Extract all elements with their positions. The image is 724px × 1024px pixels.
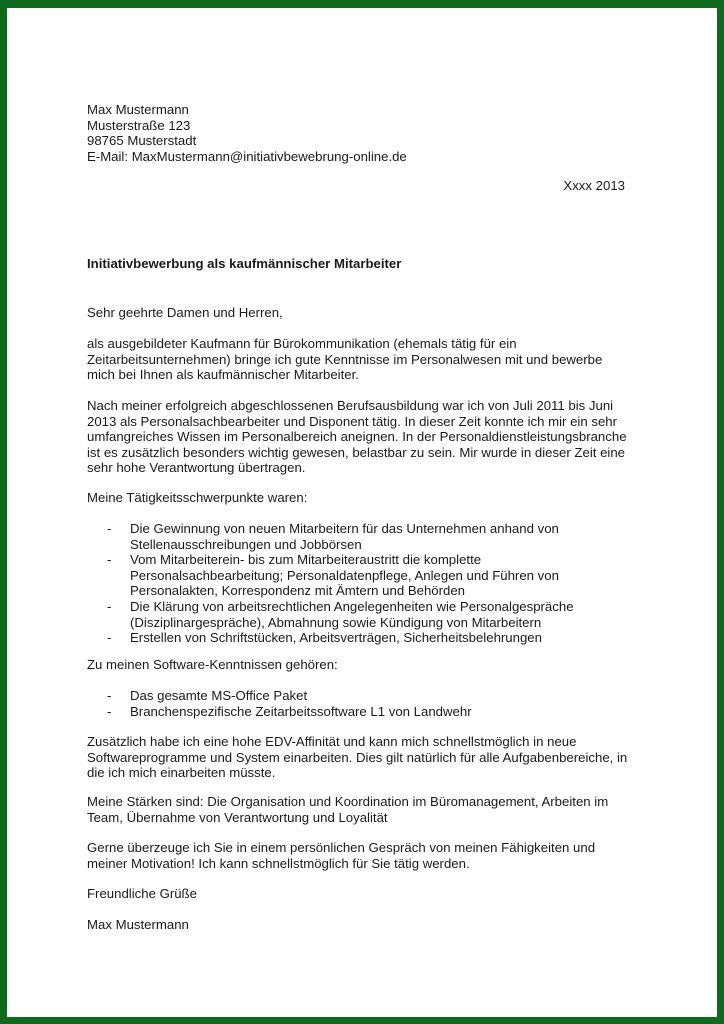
paragraph-intro [87,336,647,383]
bullet-dash: - [107,688,112,703]
text-line: Zeitarbeitsunternehmen) bringe ich gute Kenntnisse im Personalwesen mit und bewerbe [87,351,603,367]
text-line: die ich mich einarbeiten müsste. [87,765,276,781]
list-item [87,688,647,704]
paragraph-it-skills [87,734,647,781]
list-item [87,599,647,630]
sender-city: 98765 Musterstadt [87,133,197,149]
bullet-dash: - [107,521,112,536]
letter-subject: Initiativbewerbung als kaufmännischer Mitarbeiter [87,256,402,271]
text-line: Zusätzlich habe ich eine hohe EDV-Affinität und kann mich schnellstmöglich in neue [87,734,577,749]
paragraph-closing [87,840,647,871]
list-item-line: Branchenspezifische Zeitarbeitssoftware L1 von Landwehr [130,703,472,719]
bullet-dash: - [107,598,112,614]
text-line: 2013 als Personalsachbearbeiter und Disponent tätig. In dieser Zeit konnte ich mir ein sehr [87,413,617,429]
bullet-dash: - [107,703,112,719]
sender-street: Musterstraße 123 [87,117,191,133]
sender-email: E-Mail: MaxMustermann@initiativbewebrung-online.de [87,148,407,164]
paragraph-strengths [87,794,647,825]
list-item-line: Das gesamte MS-Office Paket [130,688,308,703]
software-heading: Zu meinen Software-Kenntnissen gehören: [87,657,338,672]
list-item-line: Die Klärung von arbeitsrechtlichen Angelegenheiten wie Personalgespräche [130,598,574,614]
list-item [87,552,647,599]
list-item [87,521,647,552]
text-line: meiner Motivation! Ich kann schnellstmöglich für Sie tätig werden. [87,855,470,871]
text-line: Softwareprogramme und System einarbeiten. Dies gilt natürlich für alle Aufgabenbereiche, in [87,749,628,765]
software-list [87,688,647,719]
text-line: sehr hohe Verantwortung übertragen. [87,460,306,476]
paragraph-experience [87,398,647,476]
letter-date: Xxxx 2013 [563,178,625,193]
list-item [87,630,647,646]
text-line: Gerne überzeuge ich Sie in einem persönlichen Gespräch von meinen Fähigkeiten und [87,840,596,855]
salutation: Sehr geehrte Damen und Herren, [87,305,283,320]
text-line: umfangreiches Wissen im Personalbereich aneignen. In der Personaldienstleistungsbranche [87,429,627,445]
focus-heading: Meine Tätigkeitsschwerpunkte waren: [87,490,308,505]
bullet-dash: - [107,552,112,568]
text-line: Nach meiner erfolgreich abgeschlossenen Berufsausbildung war ich von Juli 2011 bis Juni [87,398,614,413]
list-item-line: Erstellen von Schriftstücken, Arbeitsverträgen, Sicherheitsbelehrungen [130,630,542,646]
signature-name: Max Mustermann [87,917,189,932]
list-item-line: Stellenausschreibungen und Jobbörsen [130,536,362,552]
text-line: Team, Übernahme von Verantwortung und Loyalität [87,809,388,825]
closing-greeting: Freundliche Grüße [87,886,197,901]
list-item-line: Personalakten, Korrespondenz mit Ämtern und Behörden [130,583,466,599]
text-line: mich bei Ihnen als kaufmännischer Mitarbeiter. [87,367,359,383]
list-item-line: Vom Mitarbeiterein- bis zum Mitarbeiteraustritt die komplette [130,552,482,568]
text-line: ist es zusätzlich besonders wichtig gewesen, belastbar zu sein. Mir wurde in dieser Zeit eine [87,444,626,460]
text-line: Meine Stärken sind: Die Organisation und Koordination im Büromanagement, Arbeiten im [87,794,609,809]
text-line: als ausgebildeter Kaufmann für Bürokommunikation (ehemals tätig für ein [87,336,517,351]
list-item-line: Personalsachbearbeitung; Personaldatenpflege, Anlegen und Führen von [130,567,559,583]
focus-list [87,521,647,646]
sender-name: Max Mustermann [87,102,189,117]
sender-address [87,102,647,164]
list-item-line: Die Gewinnung von neuen Mitarbeitern für das Unternehmen anhand von [130,521,559,536]
list-item-line: (Disziplinargespräche), Abmahnung sowie Kündigung von Mitarbeitern [130,614,542,630]
list-item [87,704,647,720]
bullet-dash: - [107,630,112,646]
